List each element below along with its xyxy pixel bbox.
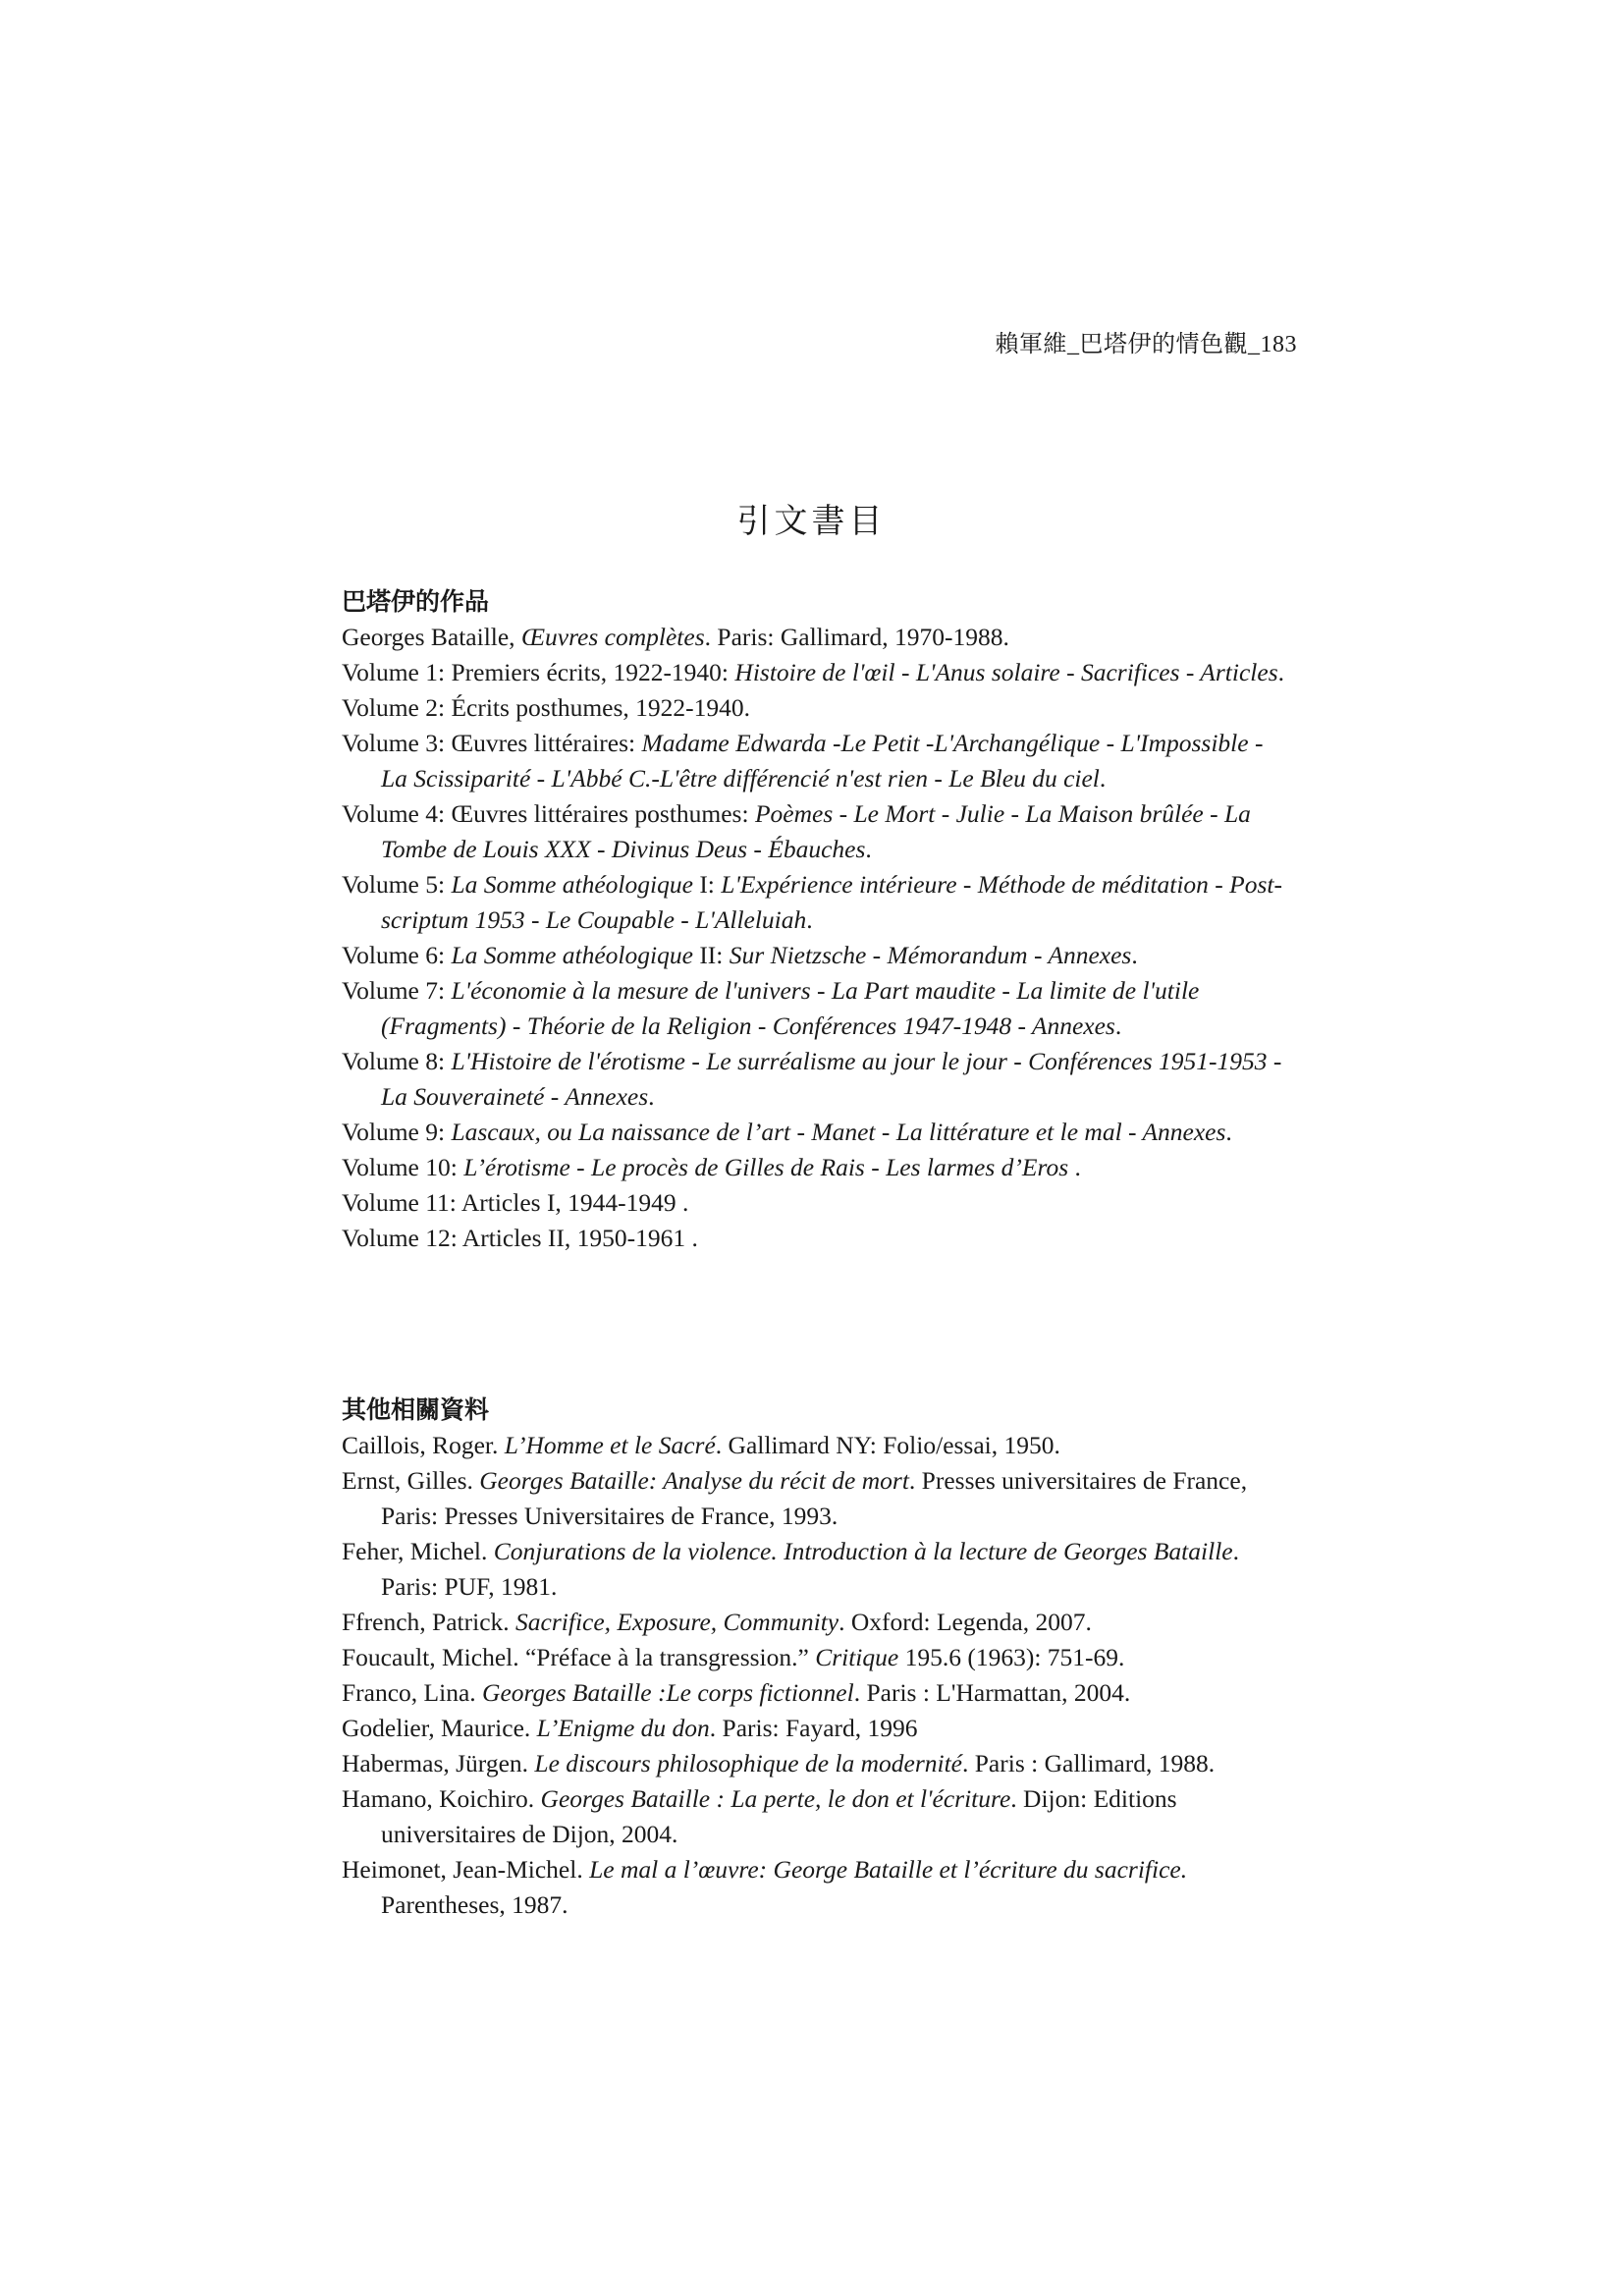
entry-text: Caillois, Roger. bbox=[342, 1431, 505, 1459]
entry-list bbox=[342, 1428, 1284, 1923]
entry-title-text: Sacrifice, Exposure, Community bbox=[515, 1608, 839, 1636]
entry-text: Volume 9: bbox=[342, 1118, 452, 1146]
bibliography-entry bbox=[342, 1640, 1284, 1675]
page-title: 引文書目 bbox=[736, 502, 887, 541]
bibliography-entry bbox=[342, 726, 1284, 796]
entry-text: . Paris : L'Harmattan, 2004. bbox=[853, 1678, 1131, 1707]
bibliography-entry bbox=[342, 1675, 1284, 1711]
section-heading: 巴塔伊的作品 bbox=[342, 587, 490, 616]
entry-text: . Paris: PUF, 1981. bbox=[381, 1537, 1239, 1601]
entry-title-text: L’érotisme - Le procès de Gilles de Rais - Les larmes d’Eros bbox=[463, 1153, 1069, 1181]
entry-title-text: L'Expérience intérieure - Méthode de méditation - Post-scriptum 1953 - Le Coupable - L'Alleluiah bbox=[381, 870, 1282, 934]
entry-text: . Paris : Gallimard, 1988. bbox=[962, 1749, 1216, 1777]
entry-text: Volume 7: bbox=[342, 976, 452, 1005]
entry-text: Feher, Michel. bbox=[342, 1537, 494, 1565]
bibliography-entry bbox=[342, 796, 1284, 867]
entry-text: Franco, Lina. bbox=[342, 1678, 483, 1707]
bibliography-entry bbox=[342, 620, 1284, 655]
entry-text: . bbox=[1099, 764, 1107, 793]
entry-text: . bbox=[1225, 1118, 1232, 1146]
entry-text: Habermas, Jürgen. bbox=[342, 1749, 535, 1777]
entry-title-text: Georges Bataille : La perte, le don et l'écriture bbox=[540, 1784, 1011, 1813]
entry-text: . Dijon: Editions universitaires de Dijon, 2004. bbox=[381, 1784, 1177, 1848]
entry-text: Volume 11: Articles I, 1944-1949 . bbox=[342, 1188, 689, 1217]
entry-title-text: La Somme athéologique bbox=[451, 941, 693, 969]
entry-title-text: L'économie à la mesure de l'univers - La Part maudite - La limite de l'utile (Fragments) - Théorie de la Religion - Conférences 1947-1948 - Annexes bbox=[381, 976, 1200, 1040]
bibliography-entry bbox=[342, 1534, 1284, 1605]
entry-text: . bbox=[1131, 941, 1138, 969]
entry-text: . Paris: Fayard, 1996 bbox=[709, 1714, 918, 1742]
entry-title-text: Conjurations de la violence. Introduction à la lecture de Georges Bataille bbox=[493, 1537, 1233, 1565]
entry-text: II: bbox=[692, 941, 730, 969]
bibliography-entry bbox=[342, 1711, 1284, 1746]
entry-title-text: La Somme athéologique bbox=[451, 870, 693, 899]
entry-text: . bbox=[865, 835, 872, 863]
entry-title-text: Georges Bataille: Analyse du récit de mort bbox=[479, 1466, 909, 1495]
bibliography-entry bbox=[342, 1428, 1284, 1463]
bibliography-entry bbox=[342, 1852, 1284, 1923]
bibliography-entry bbox=[342, 690, 1284, 726]
entry-title-text: Le discours philosophique de la modernité bbox=[534, 1749, 962, 1777]
section-heading: 其他相關資料 bbox=[342, 1395, 490, 1424]
entry-title-text: Œuvres complètes bbox=[520, 623, 705, 651]
entry-title-text: Critique bbox=[815, 1643, 899, 1671]
entry-text: Volume 4: Œuvres littéraires posthumes: bbox=[342, 799, 755, 828]
bibliography-entry bbox=[342, 1115, 1284, 1150]
entry-text: Godelier, Maurice. bbox=[342, 1714, 537, 1742]
entry-title-text: Sur Nietzsche - Mémorandum - Annexes bbox=[729, 941, 1132, 969]
entry-title-text: Madame Edwarda -Le Petit -L'Archangélique - L'Impossible - La Scissiparité - L'Abbé C.-L'être différencié n'est rien - Le Bleu du ciel bbox=[381, 729, 1264, 793]
entry-title-text: L’Enigme du don bbox=[536, 1714, 710, 1742]
entry-text: . bbox=[1114, 1011, 1122, 1040]
bibliography-entry bbox=[342, 1185, 1284, 1221]
entry-text: Volume 1: Premiers écrits, 1922-1940: bbox=[342, 658, 735, 686]
entry-title-text: L’Homme et le Sacré bbox=[504, 1431, 716, 1459]
bibliography-entry bbox=[342, 938, 1284, 973]
entry-text: Heimonet, Jean-Michel. bbox=[342, 1855, 590, 1884]
section-related-materials bbox=[342, 1393, 1284, 1923]
entry-title-text: L'Histoire de l'érotisme - Le surréalisme au jour le jour - Conférences 1951-1953 - La Souveraineté - Annexes bbox=[381, 1047, 1282, 1111]
entry-text: Volume 8: bbox=[342, 1047, 452, 1075]
entry-text: . bbox=[1277, 658, 1284, 686]
entry-text: Volume 6: bbox=[342, 941, 452, 969]
entry-text: Volume 10: bbox=[342, 1153, 464, 1181]
bibliography-entry bbox=[342, 1463, 1284, 1534]
entry-text: Volume 2: Écrits posthumes, 1922-1940. bbox=[342, 693, 751, 722]
section-bataille-works bbox=[342, 584, 1284, 1256]
entry-text: Hamano, Koichiro. bbox=[342, 1784, 541, 1813]
entry-text: Volume 3: Œuvres littéraires: bbox=[342, 729, 642, 757]
bibliography-entry bbox=[342, 1221, 1284, 1256]
entry-text: Ernst, Gilles. bbox=[342, 1466, 480, 1495]
entry-text: 195.6 (1963): 751-69. bbox=[898, 1643, 1125, 1671]
running-head: 賴軍維_巴塔伊的情色觀_183 bbox=[995, 332, 1297, 357]
entry-text: I: bbox=[692, 870, 722, 899]
bibliography-entry bbox=[342, 867, 1284, 938]
entry-title-text: Histoire de l'œil - L'Anus solaire - Sacrifices - Articles bbox=[734, 658, 1278, 686]
entry-text: . bbox=[1068, 1153, 1081, 1181]
bibliography-entry bbox=[342, 655, 1284, 690]
entry-text: . Gallimard NY: Folio/essai, 1950. bbox=[715, 1431, 1060, 1459]
entry-text: . bbox=[806, 905, 813, 934]
entry-text: . Presses universitaires de France, Paris: Presses Universitaires de France, 1993. bbox=[381, 1466, 1248, 1530]
entry-text: Ffrench, Patrick. bbox=[342, 1608, 516, 1636]
entry-text: Volume 12: Articles II, 1950-1961 . bbox=[342, 1224, 698, 1252]
bibliography-entry bbox=[342, 1044, 1284, 1115]
entry-text: Georges Bataille, bbox=[342, 623, 521, 651]
bibliography-entry bbox=[342, 1746, 1284, 1781]
entry-text: . bbox=[648, 1082, 655, 1111]
entry-text: Parentheses, 1987. bbox=[381, 1890, 568, 1919]
entry-text: Volume 5: bbox=[342, 870, 452, 899]
entry-title-text: Georges Bataille :Le corps fictionnel bbox=[482, 1678, 854, 1707]
entry-title-text: Le mal a l’œuvre: George Bataille et l’écriture du sacrifice. bbox=[589, 1855, 1188, 1884]
bibliography-entry bbox=[342, 1150, 1284, 1185]
bibliography-entry bbox=[342, 973, 1284, 1044]
entry-list bbox=[342, 620, 1284, 1256]
entry-text: Foucault, Michel. “Préface à la transgression.” bbox=[342, 1643, 816, 1671]
entry-text: . Oxford: Legenda, 2007. bbox=[839, 1608, 1092, 1636]
entry-title-text: Lascaux, ou La naissance de l’art - Manet - La littérature et le mal - Annexes bbox=[451, 1118, 1226, 1146]
bibliography-entry bbox=[342, 1781, 1284, 1852]
entry-text: . Paris: Gallimard, 1970-1988. bbox=[704, 623, 1009, 651]
bibliography-entry bbox=[342, 1605, 1284, 1640]
entry-title-text: Poèmes - Le Mort - Julie - La Maison brûlée - La Tombe de Louis XXX - Divinus Deus - Ébauches bbox=[381, 799, 1251, 863]
